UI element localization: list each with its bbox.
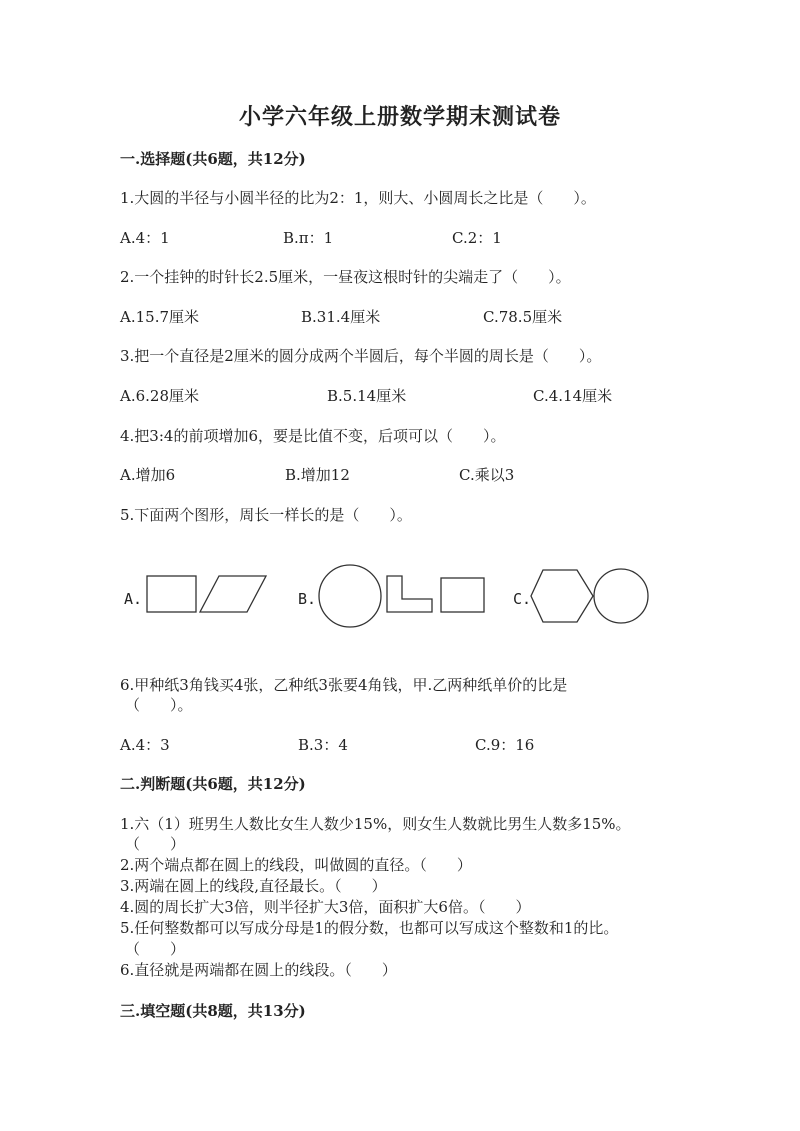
option-c: C.2：1 bbox=[452, 229, 502, 247]
judgement-item: 5.任何整数都可以写成分母是1的假分数，也都可以写成这个整数和1的比。 bbox=[120, 919, 619, 937]
option-c: C. bbox=[513, 590, 532, 608]
option-a: A. bbox=[124, 590, 143, 608]
hexagon-shape bbox=[531, 570, 593, 622]
question-5-figures bbox=[140, 560, 660, 635]
section-heading-choice: 一.选择题(共6题，共12分) bbox=[120, 150, 306, 168]
option-b: B.π：1 bbox=[283, 229, 334, 247]
section-heading-fill-in: 三.填空题(共8题，共13分) bbox=[120, 1002, 306, 1020]
judgement-item: 3.两端在圆上的线段,直径最长。（ ） bbox=[120, 877, 387, 895]
option-b: B. bbox=[298, 590, 317, 608]
question-2: 2.一个挂钟的时针长2.5厘米，一昼夜这根时针的尖端走了（ ）。 bbox=[120, 268, 571, 286]
option-b: B.5.14厘米 bbox=[327, 387, 407, 405]
judgement-item: 1.六（1）班男生人数比女生人数少15%，则女生人数就比男生人数多15%。 bbox=[120, 815, 631, 833]
circle-shape bbox=[594, 569, 648, 623]
section-heading-judgement: 二.判断题(共6题，共12分) bbox=[120, 775, 306, 793]
option-c: C.4.14厘米 bbox=[533, 387, 613, 405]
question-6-blank: （ ）。 bbox=[125, 696, 193, 714]
option-a: A.4：1 bbox=[120, 229, 170, 247]
judgement-item: 2.两个端点都在圆上的线段，叫做圆的直径。（ ） bbox=[120, 856, 472, 874]
option-b: B.3：4 bbox=[298, 736, 348, 754]
rectangle-shape bbox=[147, 576, 196, 612]
option-c: C.乘以3 bbox=[459, 466, 515, 484]
question-5: 5.下面两个图形，周长一样长的是（ ）。 bbox=[120, 506, 412, 524]
judgement-blank: （ ） bbox=[125, 940, 186, 958]
option-a: A.15.7厘米 bbox=[120, 308, 199, 326]
option-c: C.78.5厘米 bbox=[483, 308, 563, 326]
l-shape bbox=[387, 576, 432, 612]
option-a: A.增加6 bbox=[120, 466, 176, 484]
page-title: 小学六年级上册数学期末测试卷 bbox=[238, 104, 561, 130]
parallelogram-shape bbox=[200, 576, 266, 612]
option-b: B.31.4厘米 bbox=[301, 308, 381, 326]
judgement-item: 6.直径就是两端都在圆上的线段。（ ） bbox=[120, 961, 397, 979]
judgement-item: 4.圆的周长扩大3倍，则半径扩大3倍，面积扩大6倍。（ ） bbox=[120, 898, 531, 916]
circle-shape bbox=[319, 565, 381, 627]
option-a: A.6.28厘米 bbox=[120, 387, 199, 405]
rectangle-shape bbox=[441, 578, 484, 612]
question-1: 1.大圆的半径与小圆半径的比为2：1，则大、小圆周长之比是（ ）。 bbox=[120, 189, 596, 207]
question-4: 4.把3:4的前项增加6，要是比值不变，后项可以（ ）。 bbox=[120, 427, 506, 445]
option-c: C.9：16 bbox=[475, 736, 535, 754]
option-a: A.4：3 bbox=[120, 736, 170, 754]
option-b: B.增加12 bbox=[285, 466, 350, 484]
question-6: 6.甲种纸3角钱买4张，乙种纸3张要4角钱，甲.乙两种纸单价的比是 bbox=[120, 676, 568, 694]
question-3: 3.把一个直径是2厘米的圆分成两个半圆后，每个半圆的周长是（ ）。 bbox=[120, 347, 602, 365]
judgement-blank: （ ） bbox=[125, 835, 186, 853]
